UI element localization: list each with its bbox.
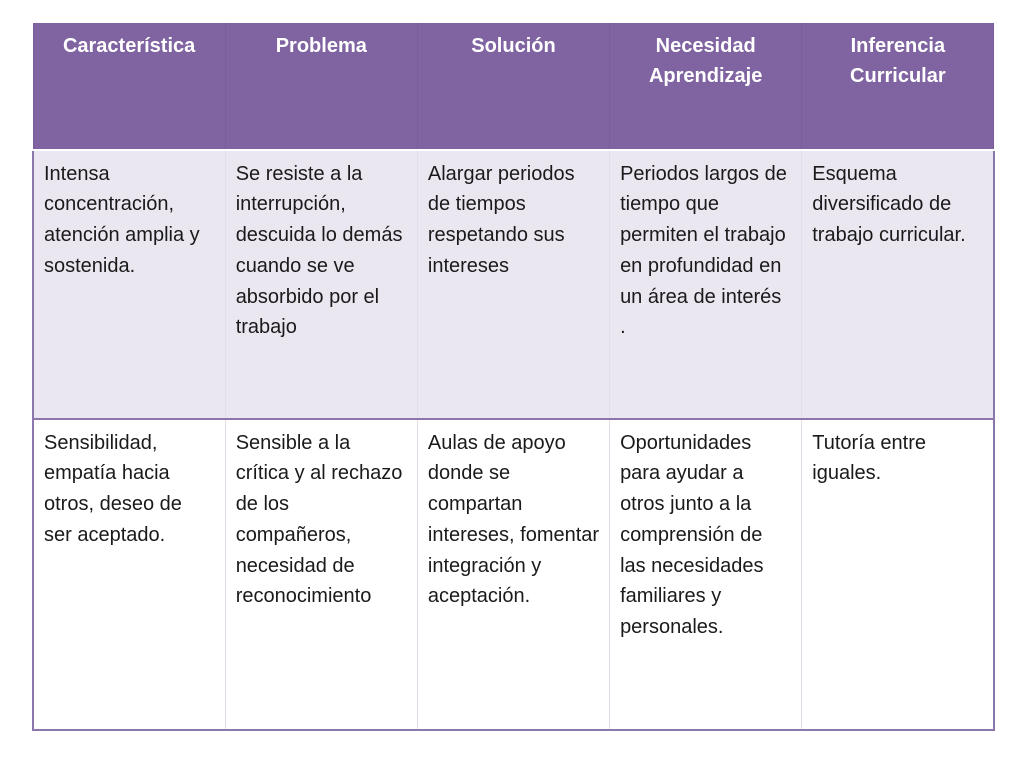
header-inferencia-curricular: Inferencia Curricular [802,24,994,150]
cell-necesidad-aprendizaje: Periodos largos de tiempo que permiten el trabajo en profundidad en un área de interés . [610,150,802,419]
cell-caracteristica: Intensa concentración, atención amplia y sostenida. [33,150,225,419]
header-solucion: Solución [417,24,609,150]
header-necesidad-aprendizaje: Necesidad Aprendizaje [610,24,802,150]
table-row [33,150,994,419]
cell-problema: Sensible a la crítica y al rechazo de los compañeros, necesidad de reconocimiento [225,419,417,730]
cell-inferencia-curricular: Tutoría entre iguales. [802,419,994,730]
data-table [32,23,995,731]
cell-solucion: Aulas de apoyo donde se compartan intereses, fomentar integración y aceptación. [417,419,609,730]
cell-caracteristica: Sensibilidad, empatía hacia otros, deseo de ser aceptado. [33,419,225,730]
header-row [33,24,994,150]
header-problema: Problema [225,24,417,150]
cell-necesidad-aprendizaje: Oportunidades para ayudar a otros junto a la comprensión de las necesidades familiares y personales. [610,419,802,730]
table-row [33,419,994,730]
header-caracteristica: Característica [33,24,225,150]
cell-solucion: Alargar periodos de tiempos respetando sus intereses [417,150,609,419]
cell-problema: Se resiste a la interrupción, descuida lo demás cuando se ve absorbido por el trabajo [225,150,417,419]
cell-inferencia-curricular: Esquema diversificado de trabajo curricular. [802,150,994,419]
